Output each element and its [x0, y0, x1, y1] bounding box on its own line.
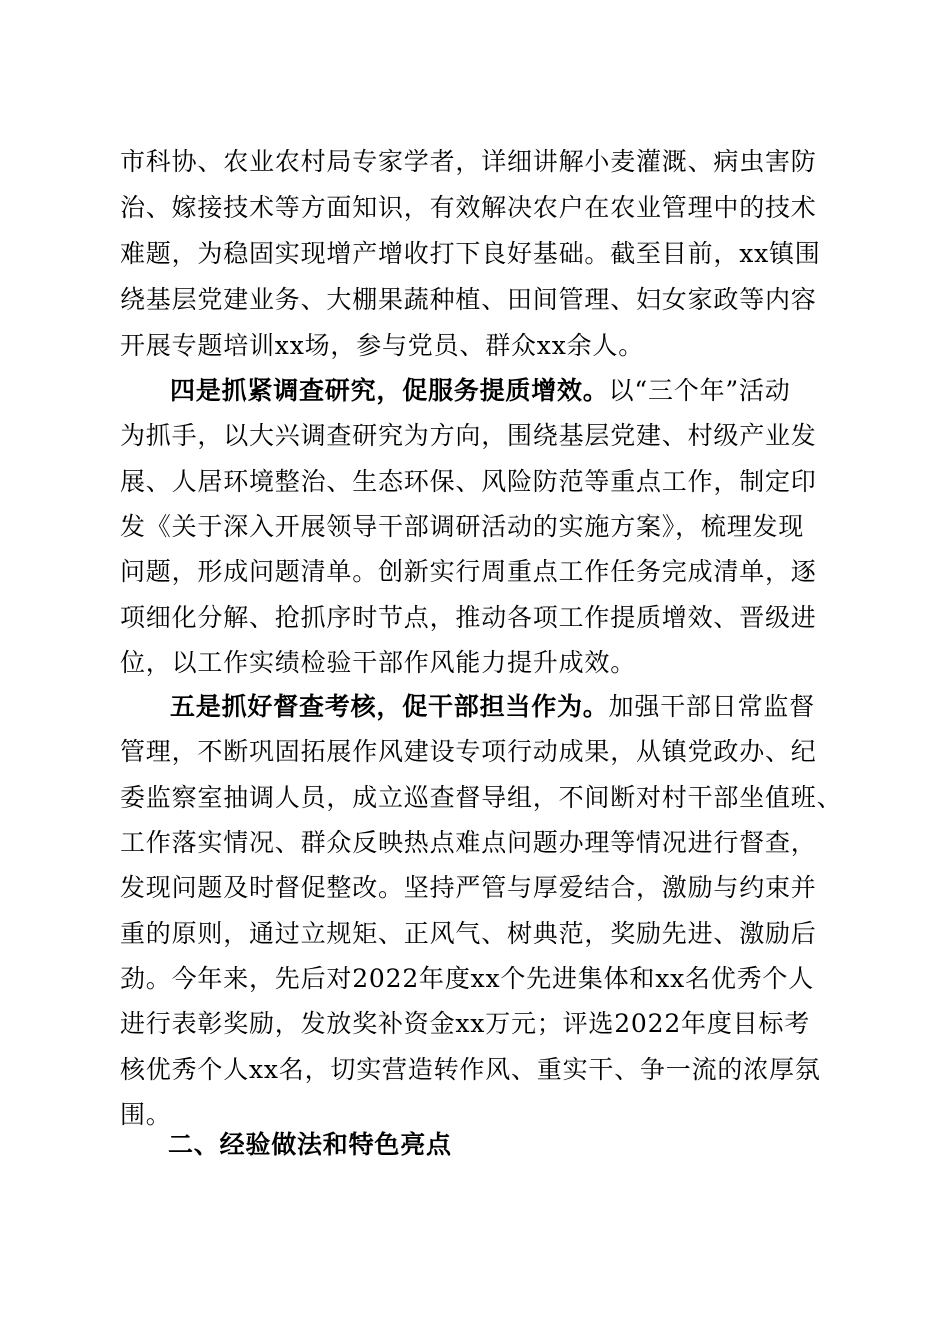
section-heading: 二、经验做法和特色亮点	[168, 1130, 452, 1159]
paragraph-line: 位，以工作实绩检验干部作风能力提升成效。	[120, 648, 637, 677]
paragraph-line: 重的原则，通过立规矩、正风气、树典范，奖励先进、激励后	[120, 919, 817, 948]
paragraph-line: 展、人居环境整治、生态环保、风险防范等重点工作，制定印	[120, 467, 817, 496]
paragraph-line: 劲。今年来，先后对2022年度xx个先进集体和xx名优秀个人	[120, 964, 815, 993]
paragraph-first-line	[170, 376, 791, 406]
paragraph-line: 进行表彰奖励，发放奖补资金xx万元；评选2022年度目标考	[120, 1009, 811, 1038]
paragraph-first-line-rest: 加强干部日常监督	[608, 692, 816, 721]
paragraph-line: 市科协、农业农村局专家学者，详细讲解小麦灌溉、病虫害防	[120, 147, 817, 176]
paragraph-first-line	[170, 692, 815, 722]
paragraph-line: 绕基层党建业务、大棚果蔬种植、田间管理、妇女家政等内容	[120, 285, 817, 314]
paragraph-first-line-rest: 以“三个年”活动	[608, 376, 791, 405]
paragraph-line: 围。	[120, 1100, 172, 1129]
paragraph-lead: 五是抓好督查考核，促干部担当作为。	[170, 692, 609, 721]
paragraph-line: 工作落实情况、群众反映热点难点问题办理等情况进行督查，	[120, 828, 817, 857]
paragraph-line: 难题，为稳固实现增产增收打下良好基础。截至目前，xx镇围	[120, 239, 821, 268]
paragraph-line: 问题，形成问题清单。创新实行周重点工作任务完成清单，逐	[120, 557, 817, 586]
paragraph-line: 治、嫁接技术等方面知识，有效解决农户在农业管理中的技术	[120, 193, 817, 222]
paragraph-lead: 四是抓紧调查研究，促服务提质增效。	[170, 376, 609, 405]
paragraph-line: 为抓手，以大兴调查研究为方向，围绕基层党建、村级产业发	[120, 421, 817, 450]
paragraph-line: 发现问题及时督促整改。坚持严管与厚爱结合，激励与约束并	[120, 873, 817, 902]
paragraph-line: 发《关于深入开展领导干部调研活动的实施方案》，梳理发现	[120, 512, 805, 541]
paragraph-line: 管理，不断巩固拓展作风建设专项行动成果，从镇党政办、纪	[120, 737, 817, 766]
paragraph-line: 委监察室抽调人员，成立巡查督导组，不间断对村干部坐值班、	[120, 783, 843, 812]
paragraph-line: 核优秀个人xx名，切实营造转作风、重实干、争一流的浓厚氛	[120, 1055, 821, 1084]
paragraph-line: 开展专题培训xx场，参与党员、群众xx余人。	[120, 331, 644, 360]
paragraph-line: 项细化分解、抢抓序时节点，推动各项工作提质增效、晋级进	[120, 603, 817, 632]
